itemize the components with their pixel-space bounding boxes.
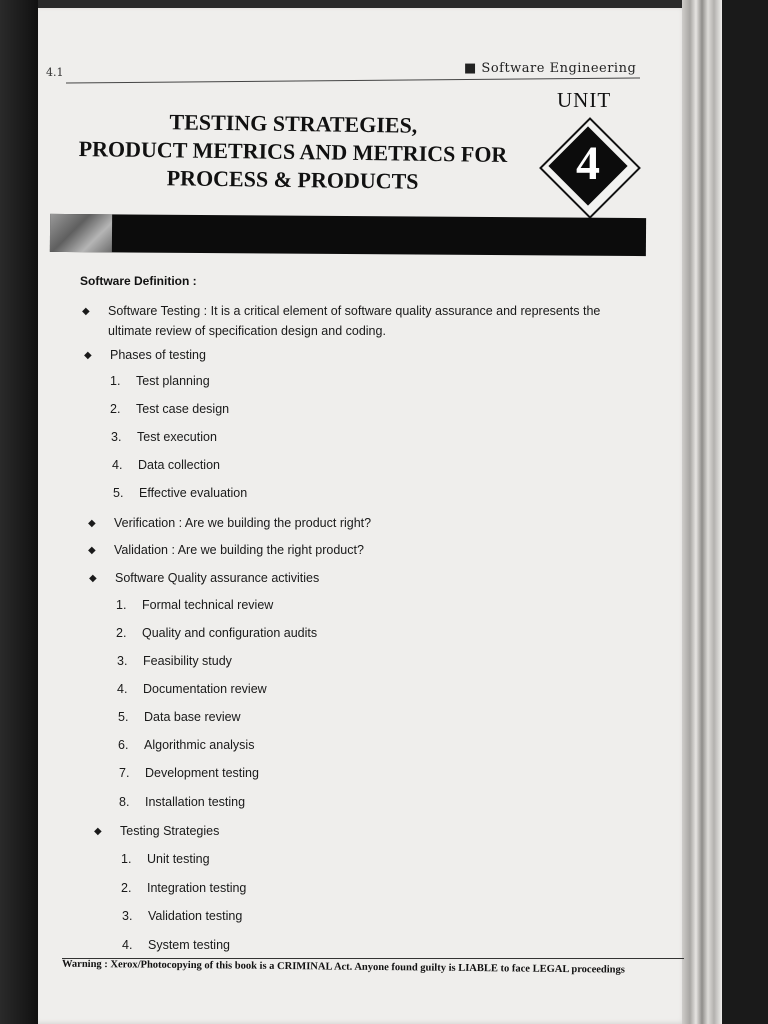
title-line-3: PROCESS & PRODUCTS: [166, 165, 419, 194]
book-top-edge: [38, 0, 688, 8]
list-item: 3. Feasibility study: [117, 654, 232, 668]
section-heading: Software Definition :: [80, 274, 197, 288]
list-item: 3. Validation testing: [122, 909, 243, 923]
bullet-text: Software Testing : It is a critical element of software quality assurance and represents the: [108, 304, 601, 318]
bullet-sqa: [89, 569, 320, 588]
bullet-validation: [88, 541, 364, 560]
list-item: 4. System testing: [122, 938, 230, 952]
list-item: 6. Algorithmic analysis: [118, 738, 255, 752]
diamond-bullet-icon: ◆: [84, 350, 92, 361]
unit-number: 4: [576, 137, 600, 190]
list-item: 1. Formal technical review: [116, 598, 274, 612]
list-item: 1. Test planning: [110, 374, 210, 388]
diamond-bullet-icon: ◆: [94, 826, 102, 837]
list-item: 5. Effective evaluation: [113, 486, 248, 500]
list-item: 5. Data base review: [118, 710, 241, 724]
list-item: 2. Quality and configuration audits: [116, 626, 318, 640]
diamond-bullet-icon: ◆: [88, 518, 96, 529]
title-line-1: TESTING STRATEGIES,: [169, 109, 418, 138]
list-item: 3. Test execution: [111, 430, 217, 444]
unit-badge: [540, 118, 636, 214]
diamond-bullet-icon: ◆: [82, 306, 90, 317]
bullet-text: Software Quality assurance activities: [115, 571, 320, 585]
bullet-verification: [88, 514, 372, 533]
bullet-phases: [84, 346, 206, 365]
diamond-bullet-icon: ◆: [88, 545, 96, 556]
list-item: 4. Data collection: [112, 458, 220, 472]
unit-label: UNIT: [557, 88, 612, 112]
bullet-software-testing: [82, 302, 601, 321]
bullet-text: Validation : Are we building the right product?: [114, 543, 364, 557]
bullet-text: Phases of testing: [110, 348, 206, 362]
list-item: 2. Integration testing: [121, 881, 247, 895]
title-banner-bar: [50, 214, 646, 256]
copyright-warning: Warning : Xerox/Photocopying of this book is a CRIMINAL Act. Anyone found guilty is LIABLE to face LEGAL proceedings: [61, 958, 625, 976]
bullet-strategies: [94, 822, 220, 841]
chapter-title: [57, 107, 528, 198]
list-item: 2. Test case design: [110, 402, 230, 416]
banner-texture: [50, 214, 112, 252]
page-number: 4.1: [46, 66, 64, 79]
title-line-2: PRODUCT METRICS AND METRICS FOR: [78, 136, 508, 167]
bullet-text: Testing Strategies: [120, 824, 220, 838]
list-item: 8. Installation testing: [119, 795, 246, 809]
diamond-bullet-icon: ◆: [89, 573, 97, 584]
list-item: 7. Development testing: [119, 766, 259, 780]
book-page-edges: [682, 0, 722, 1024]
book-left-edge: [0, 0, 40, 1024]
book-title: ■ Software Engineering: [464, 61, 637, 76]
list-item: 4. Documentation review: [117, 682, 267, 696]
bullet-software-testing-cont: ultimate review of specification design and coding.: [108, 324, 386, 338]
list-item: 1. Unit testing: [121, 852, 210, 866]
bullet-text: Verification : Are we building the product right?: [114, 516, 372, 530]
